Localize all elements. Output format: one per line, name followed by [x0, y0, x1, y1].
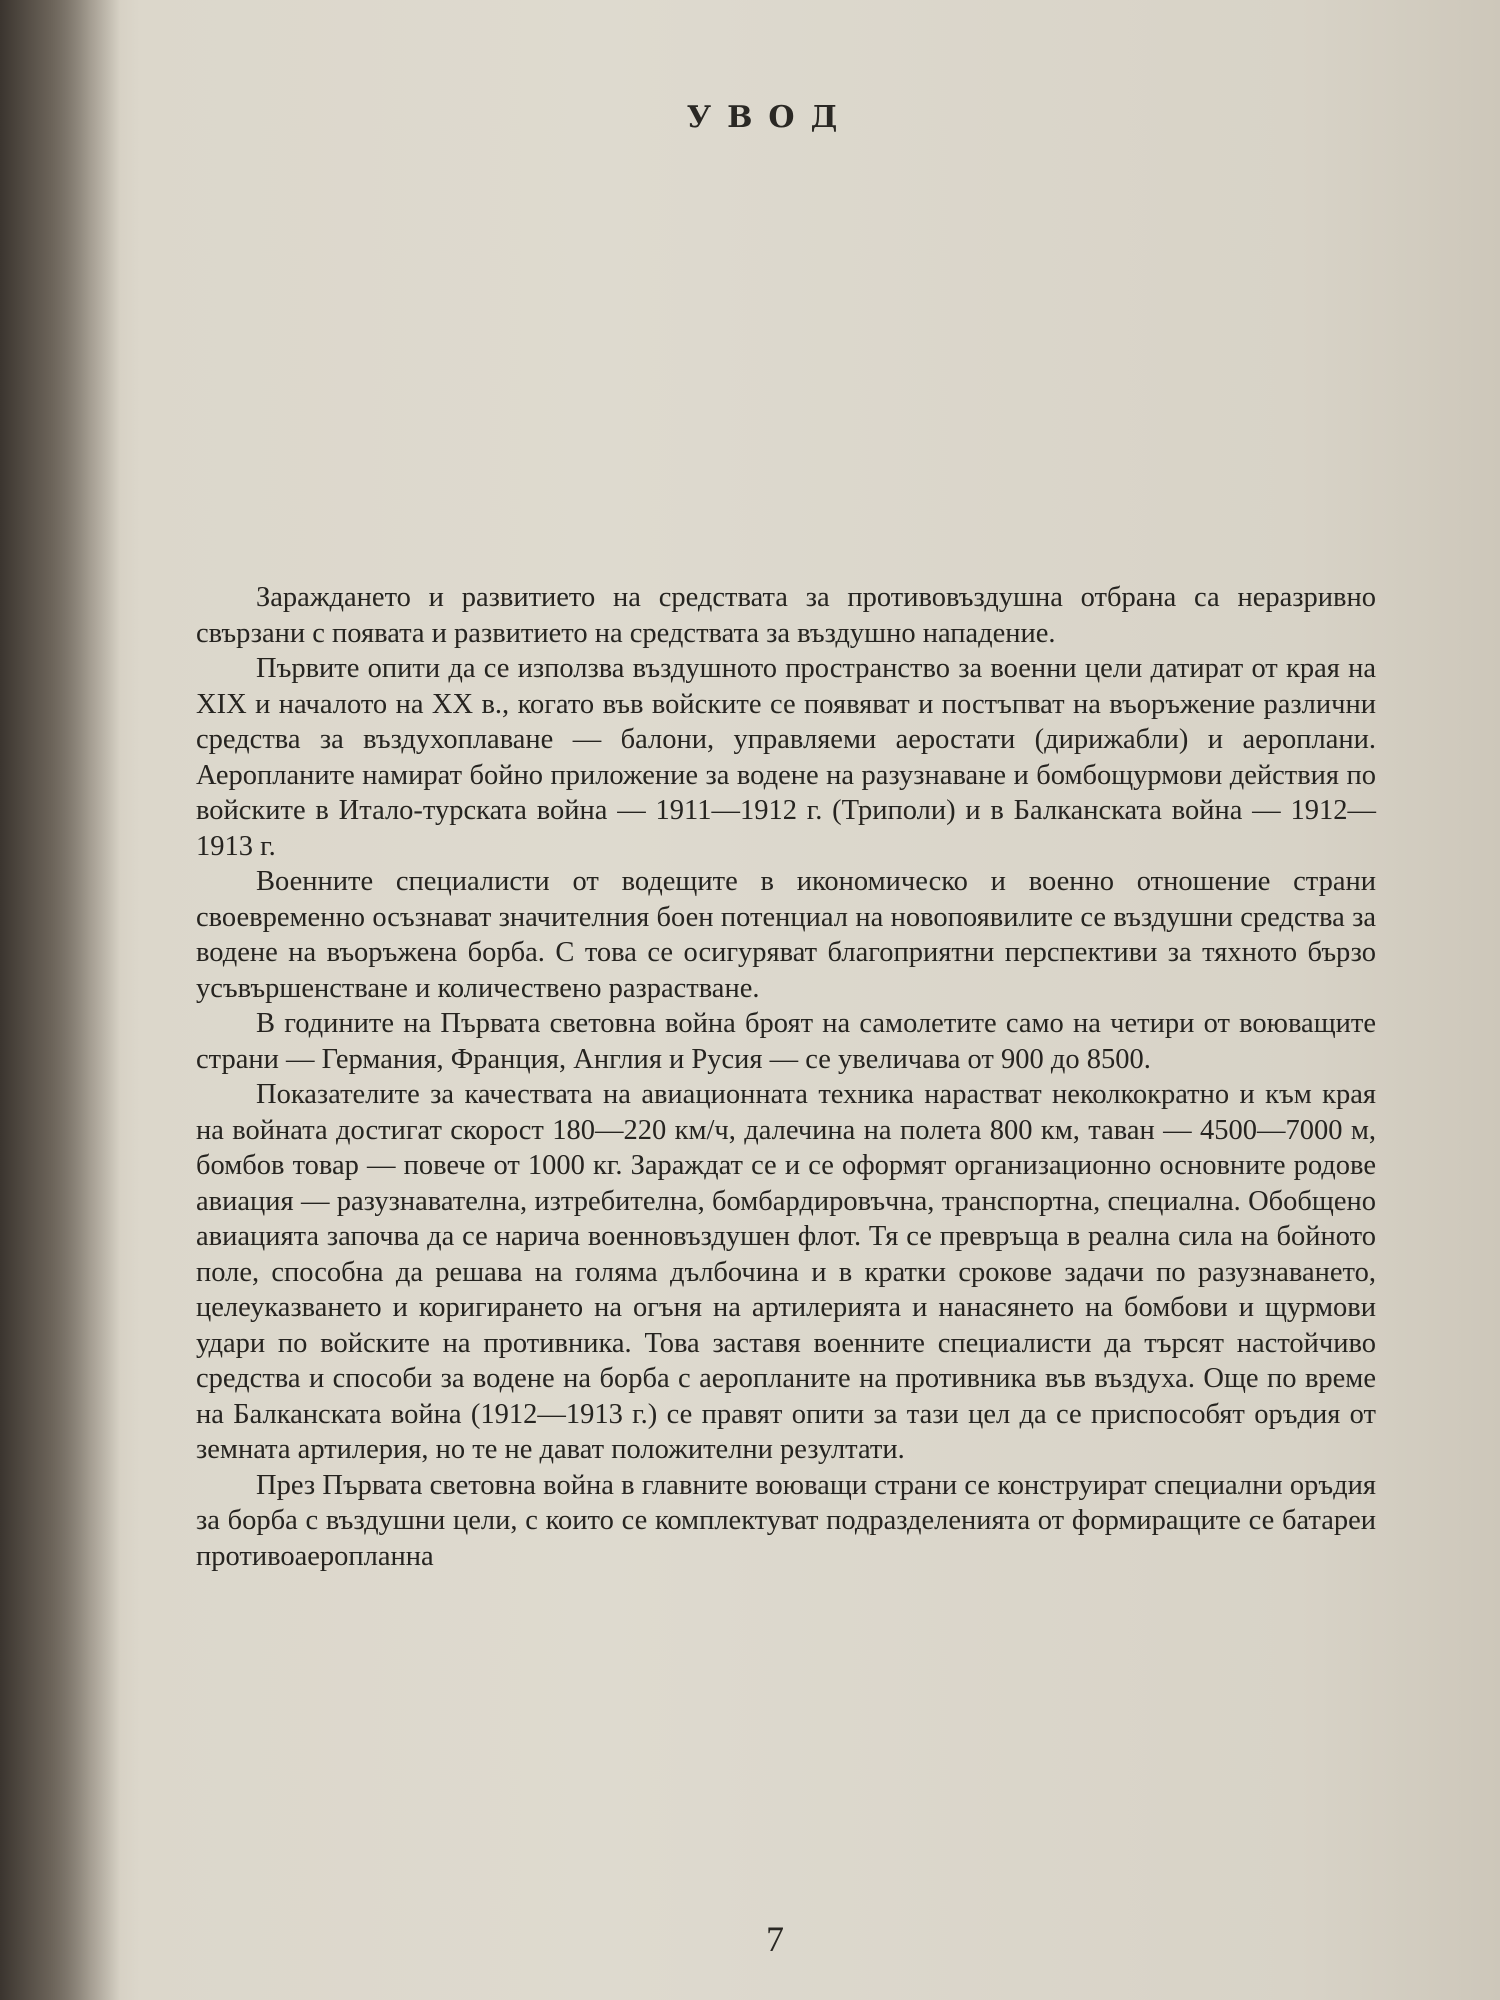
paragraph-5: Показателите за качествата на авиационната техника нарастват неколкократно и към края на войната достигат скорост 180—220 км/ч, далечина на полета 800 км, таван — 4500—7000 м, бомбов товар — повече от 1000 кг. Зараждат се и се оформят организационно основните родове авиация — разузнавателна, изтребителна, бомбардировъчна, транспортна, специална. Обобщено авиацията започва да се нарича военновъздушен флот. Тя се превръща в реална сила на бойното поле, способна да решава на голяма дълбочина и в кратки срокове задачи по разузнаването, целеуказването и коригирането на огъня на артилерията и нанасянето на бомбови и щурмови удари по войските на противника. Това заставя военните специалисти да търсят настойчиво средства и способи за водене на борба с аеропланите на противника във въздуха. Още по време на Балканската война (1912—1913 г.) се правят опити за тази цел да се приспособят оръдия от земната артилерия, но те не дават положителни резултати.: [196, 1079, 1376, 1465]
paragraph-4: В годините на Първата световна война броят на самолетите само на четири от воюващите страни — Германия, Франция, Англия и Русия — се увеличава от 900 до 8500.: [196, 1008, 1376, 1075]
paragraph-3: Военните специалисти от водещите в икономическо и военно отношение страни своевременно осъзнават значителния боен потенциал на новопоявилите се въздушни средства за водене на въоръжена борба. С това се осигуряват благоприятни перспективи за тяхното бързо усъвършенстване и количествено разрастване.: [196, 866, 1376, 1004]
paragraph-6: През Първата световна война в главните воюващи страни се конструират специални оръдия за борба с въздушни цели, с които се комплектуват подразделенията от формиращите се батареи противоаеропланна: [196, 1469, 1376, 1572]
book-page: [110, 0, 1500, 2000]
book-gutter-shadow: [0, 0, 120, 2000]
body-text: [196, 580, 1376, 1574]
chapter-heading: УВОД: [686, 100, 854, 135]
page-number: 7: [766, 1919, 784, 1959]
paragraph-1: Зараждането и развитието на средствата за противовъздушна отбрана са неразривно свързани с появата и развитието на средствата за въздушно нападение.: [196, 582, 1376, 649]
paragraph-2: Първите опити да се използва въздушното пространство за военни цели датират от края на XIX и началото на XX в., когато във войските се появяват и постъпват на въоръжение различни средства за въздухоплаване — балони, управляеми аеростати (дирижабли) и аероплани. Аеропланите намират бойно приложение за водене на разузнаване и бомбощурмови действия по войските в Итало-турската война — 1911—1912 г. (Триполи) и в Балканската война — 1912—1913 г.: [196, 653, 1376, 862]
